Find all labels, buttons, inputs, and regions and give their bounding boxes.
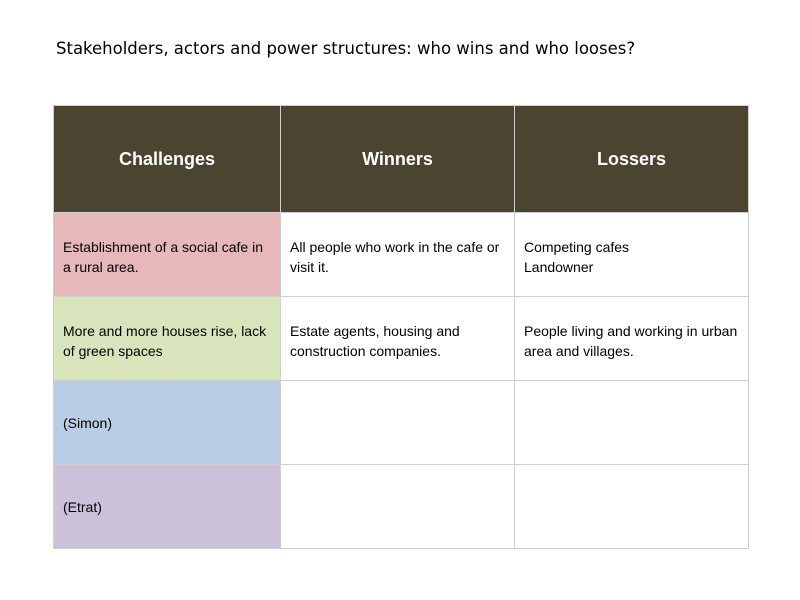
losers-cell (515, 381, 749, 465)
winners-cell: Estate agents, housing and construction companies. (281, 297, 515, 381)
losers-cell: Competing cafes Landowner (515, 213, 749, 297)
challenge-cell: (Etrat) (54, 465, 281, 549)
header-winners: Winners (281, 106, 515, 213)
challenge-cell: Establishment of a social cafe in a rural area. (54, 213, 281, 297)
table-row (54, 297, 749, 381)
stakeholder-table (53, 105, 749, 549)
slide-title: Stakeholders, actors and power structures: who wins and who looses? (56, 39, 636, 58)
table-row (54, 465, 749, 549)
challenge-cell: More and more houses rise, lack of green spaces (54, 297, 281, 381)
table-row (54, 213, 749, 297)
table-body (54, 213, 749, 549)
table-row (54, 381, 749, 465)
losers-cell (515, 465, 749, 549)
header-row (54, 106, 749, 213)
winners-cell (281, 381, 515, 465)
winners-cell (281, 465, 515, 549)
winners-cell: All people who work in the cafe or visit it. (281, 213, 515, 297)
losers-cell: People living and working in urban area and villages. (515, 297, 749, 381)
header-losers: Lossers (515, 106, 749, 213)
table-header (54, 106, 749, 213)
header-challenges: Challenges (54, 106, 281, 213)
challenge-cell: (Simon) (54, 381, 281, 465)
